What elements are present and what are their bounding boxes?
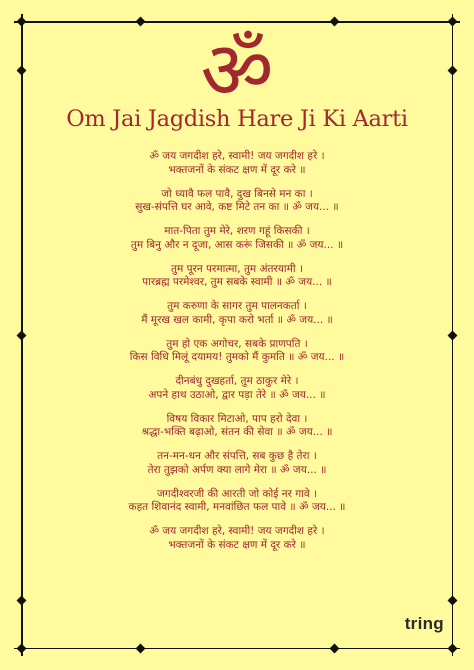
stanza <box>0 338 474 365</box>
diamond-ornament <box>17 643 27 653</box>
verse-line: तुम पूरन परमात्मा, तुम अंतरयामी । <box>171 262 303 275</box>
frame-bottom <box>14 648 460 650</box>
stanza <box>0 375 474 402</box>
stanza <box>0 263 474 290</box>
diamond-ornament <box>447 643 457 653</box>
diamond-ornament <box>17 595 27 605</box>
verse-line: मात-पिता तुम मेरे, शरण गहूं किसकी । <box>164 225 310 237</box>
verse-line: दीनबंधु दुखहर्ता, तुम ठाकुर मेरे । <box>175 375 299 387</box>
om-symbol: ॐ <box>200 24 274 117</box>
tring-logo: tring <box>404 614 444 633</box>
stanza <box>0 150 474 177</box>
diamond-ornament <box>447 595 457 605</box>
verse-line: मैं मूरख खल कामी, कृपा करो भर्ता ॥ ॐ जय... ॥ <box>141 313 333 326</box>
verse-line: पारब्रह्म परमेश्वर, तुम सबके स्वामी ॥ ॐ जय... ॥ <box>142 276 332 288</box>
verse-line: जो ध्यावै फल पावै, दुख बिनसे मन का । <box>161 187 313 200</box>
verse-line: तेरा तुझको अर्पण क्या लागे मेरा ॥ ॐ जय... ॥ <box>147 463 327 476</box>
verse-line: सुख-संपत्ति घर आवे, कष्ट मिटे तन का ॥ ॐ जय... ॥ <box>135 201 339 213</box>
diamond-ornament <box>135 643 145 653</box>
verse-line: अपने हाथ उठाओ, द्वार पड़ा तेरे ॥ ॐ जय... ॥ <box>148 388 326 401</box>
stanza <box>0 188 474 215</box>
verse-line: भक्तजनों के संकट क्षण में दूर करे ॥ <box>168 538 306 551</box>
verse-line: ॐ जय जगदीश हरे, स्वामी! जय जगदीश हरे । <box>149 525 325 537</box>
stanza <box>0 225 474 252</box>
stanza <box>0 300 474 327</box>
aarti-verses <box>0 150 474 563</box>
verse-line: तुम करुणा के सागर तुम पालनकर्ता । <box>167 300 307 312</box>
page-title: Om Jai Jagdish Hare Ji Ki Aarti <box>66 106 408 132</box>
verse-line: विषय विकार मिटाओ, पाप हरो देवा । <box>166 412 308 425</box>
verse-line: तन-मन-धन और संपत्ति, सब कुछ है तेरा । <box>157 450 317 462</box>
verse-line: तुम बिनु और न दूजा, आस करूं जिसकी ॥ ॐ जय... ॥ <box>130 238 344 251</box>
stanza <box>0 450 474 477</box>
verse-line: तुम हो एक अगोचर, सबके प्राणपति । <box>166 337 308 350</box>
verse-line: ॐ जय जगदीश हरे, स्वामी! जय जगदीश हरे । <box>149 150 325 162</box>
stanza <box>0 413 474 440</box>
verse-line: भक्तजनों के संकट क्षण में दूर करे ॥ <box>168 163 306 176</box>
stanza <box>0 525 474 552</box>
verse-line: जगदीश्वरजी की आरती जो कोई नर गावे । <box>157 487 317 500</box>
stanza <box>0 488 474 515</box>
verse-line: किस विधि मिलूं दयामय! तुमको मैं कुमति ॥ ॐ जय... ॥ <box>129 351 345 363</box>
diamond-ornament <box>329 643 339 653</box>
frame-top <box>14 21 460 23</box>
verse-line: कहत शिवानंद स्वामी, मनवांछित फल पावे ॥ ॐ जय... ॥ <box>128 501 346 513</box>
verse-line: श्रद्धा-भक्ति बढ़ाओ, संतन की सेवा ॥ ॐ जय... ॥ <box>141 426 333 438</box>
